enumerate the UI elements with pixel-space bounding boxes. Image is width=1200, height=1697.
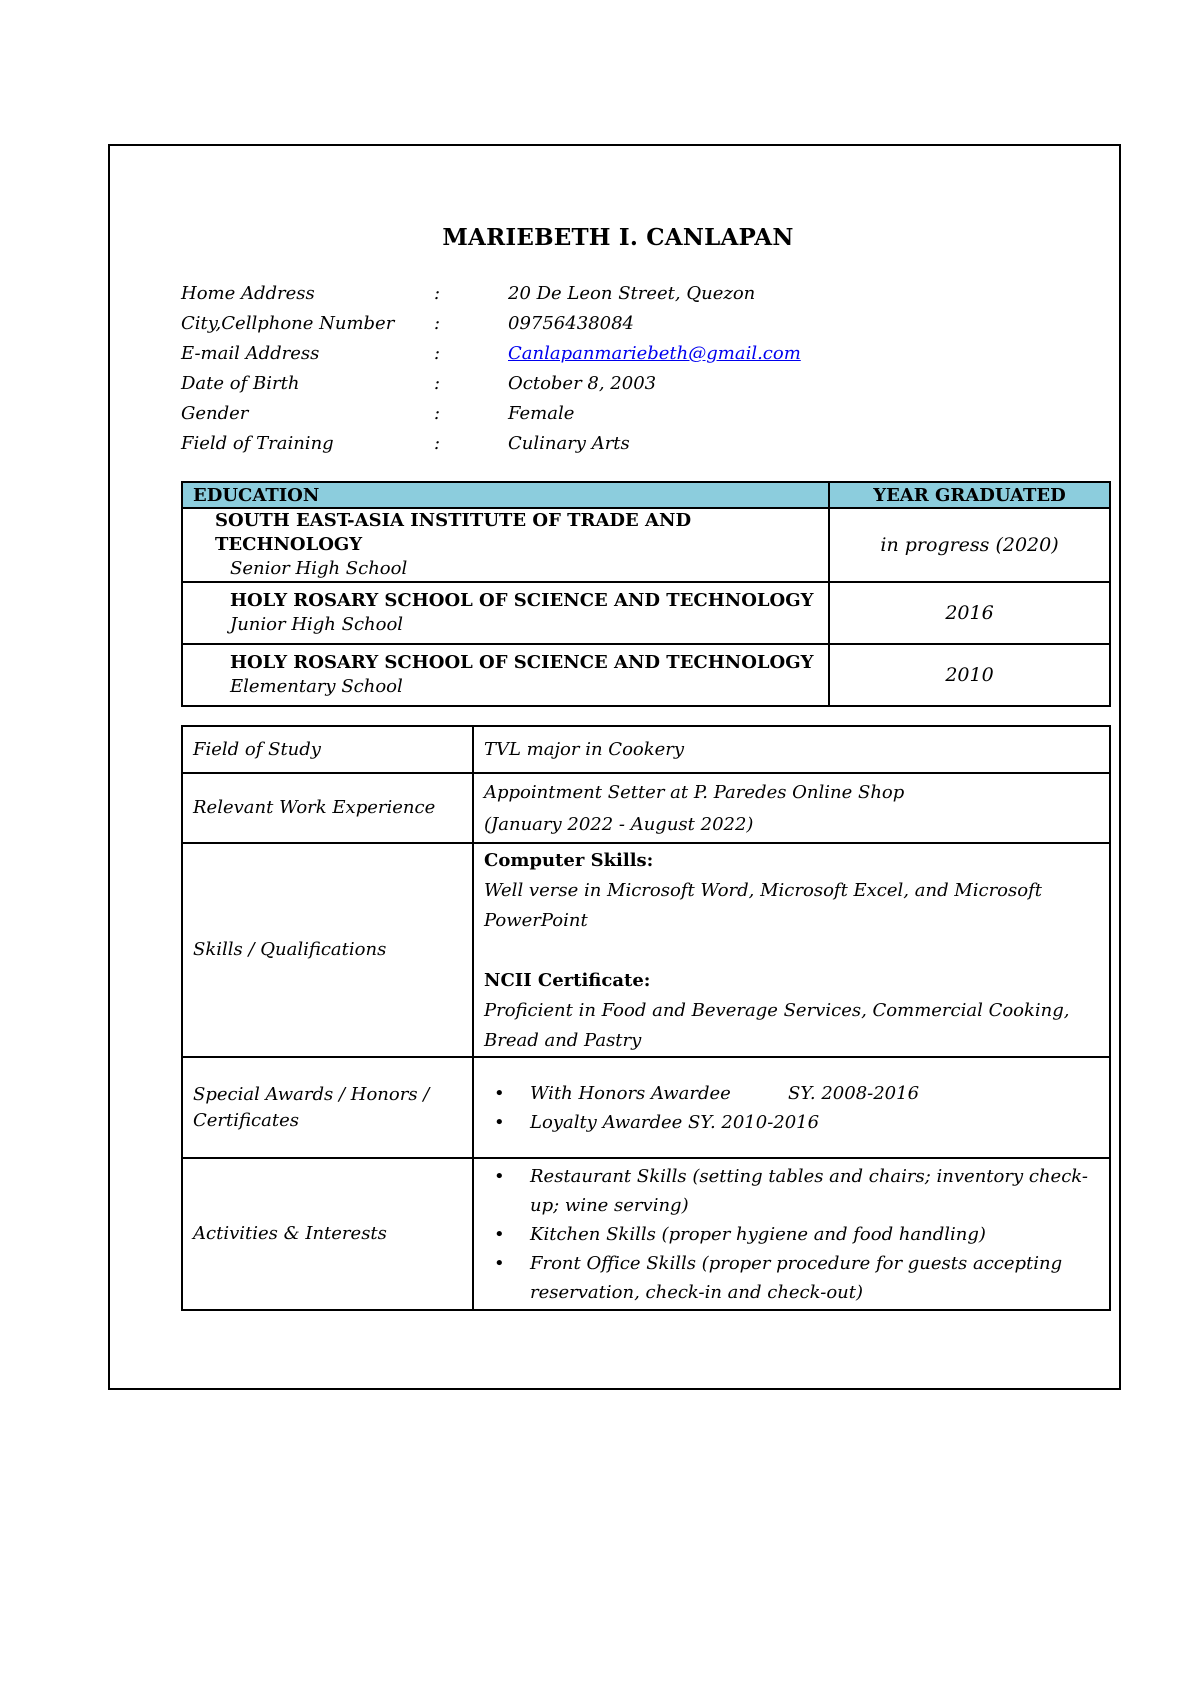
- computer-skills-heading: Computer Skills:: [484, 850, 654, 871]
- work-experience-cell: [473, 773, 1110, 843]
- ncii-heading: NCII Certificate:: [484, 970, 651, 991]
- awards-cell: [473, 1057, 1110, 1158]
- ncii-text: Proficient in Food and Beverage Services, Commercial Cooking, Bread and Pastry: [484, 1000, 1070, 1051]
- work-experience-row: [182, 773, 1110, 843]
- contact-label: Gender: [181, 403, 249, 424]
- contact-colon: :: [434, 313, 441, 334]
- education-header-row: [182, 482, 1110, 508]
- list-item: • With Honors Awardee SY. 2008-2016: [530, 1079, 1099, 1108]
- email-link[interactable]: Canlapanmariebeth@gmail.com: [508, 343, 801, 364]
- field-of-study-row: [182, 726, 1110, 773]
- contact-value: Culinary Arts: [508, 433, 630, 454]
- awards-label: Special Awards / Honors / Certificates: [182, 1057, 473, 1158]
- list-item: • Loyalty Awardee SY. 2010-2016: [530, 1108, 1099, 1137]
- school-level: Junior High School: [230, 614, 404, 635]
- contact-row-birthdate: [181, 372, 1081, 402]
- education-header: EDUCATION: [182, 482, 829, 508]
- skills-spacer: [484, 936, 1099, 966]
- education-row: [182, 644, 1110, 706]
- computer-skills-text: Well verse in Microsoft Word, Microsoft Excel, and Microsoft PowerPoint: [484, 880, 1042, 931]
- graduation-year: 2010: [829, 644, 1110, 706]
- contact-colon: :: [434, 283, 441, 304]
- education-school-cell: [182, 508, 829, 582]
- school-level: Elementary School: [230, 676, 403, 697]
- school-name: HOLY ROSARY SCHOOL OF SCIENCE AND TECHNOLOGY: [230, 652, 814, 673]
- activities-list: [484, 1162, 1099, 1307]
- education-school-cell: [182, 582, 829, 644]
- list-item: • Restaurant Skills (setting tables and chairs; inventory check-up; wine serving): [530, 1162, 1099, 1220]
- contact-row-home-address: [181, 282, 1081, 312]
- contact-row-email: [181, 342, 1081, 372]
- awards-row: [182, 1057, 1110, 1158]
- contact-colon: :: [434, 433, 441, 454]
- education-row: [182, 508, 1110, 582]
- contact-label: Home Address: [181, 283, 315, 304]
- work-position: Appointment Setter at P. Paredes Online Shop: [484, 782, 905, 803]
- contact-info: [181, 282, 1081, 462]
- education-row: [182, 582, 1110, 644]
- contact-colon: :: [434, 373, 441, 394]
- year-graduated-header: YEAR GRADUATED: [829, 482, 1110, 508]
- details-table: [181, 725, 1111, 1311]
- contact-value: October 8, 2003: [508, 373, 657, 394]
- contact-value: 20 De Leon Street, Quezon: [508, 283, 756, 304]
- contact-value: Female: [508, 403, 575, 424]
- awards-list: [484, 1079, 1099, 1137]
- list-item: • Kitchen Skills (proper hygiene and food handling): [530, 1220, 1099, 1249]
- contact-label: E-mail Address: [181, 343, 320, 364]
- school-level: Senior High School: [230, 558, 408, 579]
- contact-label: Field of Training: [181, 433, 334, 454]
- school-name: HOLY ROSARY SCHOOL OF SCIENCE AND TECHNOLOGY: [230, 590, 814, 611]
- work-dates: (January 2022 - August 2022): [484, 814, 754, 835]
- field-of-study-label: Field of Study: [182, 726, 473, 773]
- resume-name: MARIEBETH I. CANLAPAN: [442, 224, 794, 251]
- contact-colon: :: [434, 403, 441, 424]
- work-experience-label: Relevant Work Experience: [182, 773, 473, 843]
- contact-colon: :: [434, 343, 441, 364]
- contact-label: City,Cellphone Number: [181, 313, 395, 334]
- activities-row: [182, 1158, 1110, 1310]
- activities-label: Activities & Interests: [182, 1158, 473, 1310]
- field-of-study-value: TVL major in Cookery: [473, 726, 1110, 773]
- contact-row-field-of-training: [181, 432, 1081, 462]
- skills-row: [182, 843, 1110, 1057]
- contact-row-cellphone: [181, 312, 1081, 342]
- list-item: • Front Office Skills (proper procedure for guests accepting reservation, check-in and check-out): [530, 1249, 1099, 1307]
- contact-row-gender: [181, 402, 1081, 432]
- activities-cell: [473, 1158, 1110, 1310]
- education-school-cell: [182, 644, 829, 706]
- graduation-year: in progress (2020): [829, 508, 1110, 582]
- skills-label: Skills / Qualifications: [182, 843, 473, 1057]
- contact-label: Date of Birth: [181, 373, 300, 394]
- school-name: SOUTH EAST-ASIA INSTITUTE OF TRADE AND TECHNOLOGY: [215, 510, 692, 555]
- skills-cell: [473, 843, 1110, 1057]
- graduation-year: 2016: [829, 582, 1110, 644]
- education-table: [181, 481, 1111, 707]
- contact-value: 09756438084: [508, 313, 634, 334]
